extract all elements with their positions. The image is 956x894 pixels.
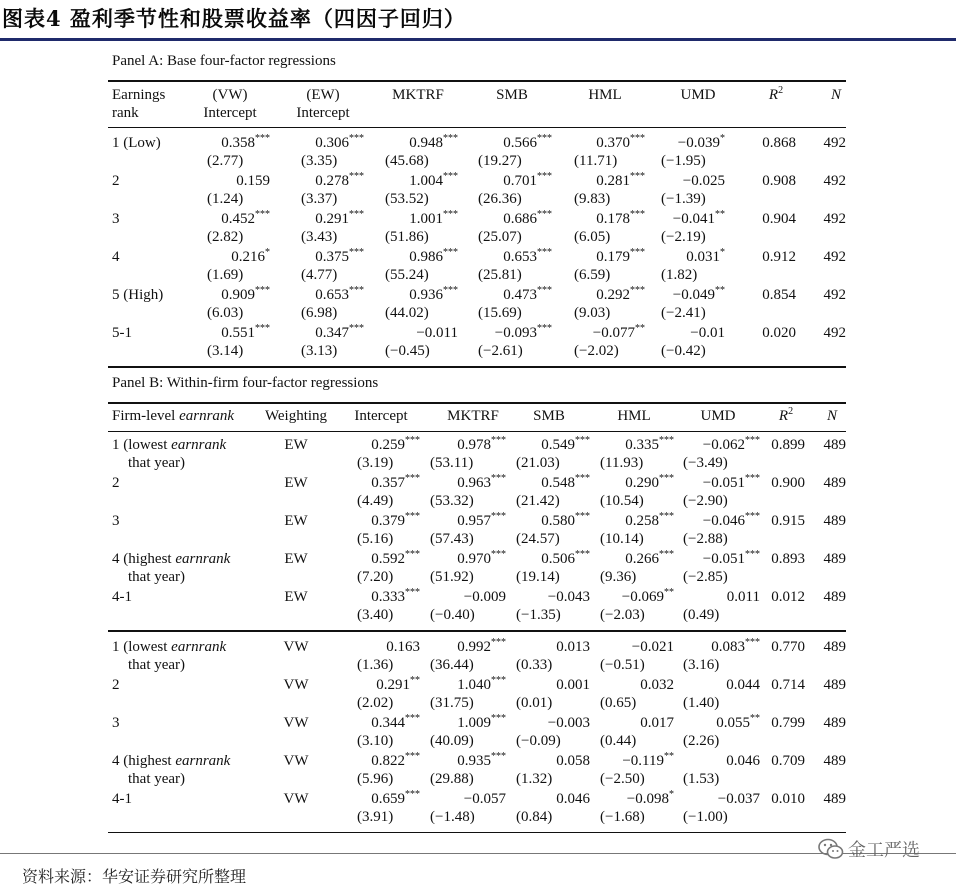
panel-a-row-label: 5 (High)	[112, 287, 164, 303]
panel-b-tstat: (3.19)	[357, 455, 394, 471]
panel-a-coef: 0.936***	[409, 285, 458, 303]
panel-a-tstat: (25.07)	[478, 229, 522, 245]
panel-b-bottom-rule	[108, 832, 846, 833]
panel-b-coef: −0.046***	[702, 511, 760, 529]
panel-a-header-cell: (VW)	[212, 87, 248, 103]
panel-a-coef: −0.011	[416, 325, 458, 341]
panel-a-n: 492	[823, 287, 846, 303]
figure-title: 图表4 盈利季节性和股票收益率（四因子回归）	[2, 6, 466, 31]
panel-b-tstat: (−2.88)	[683, 531, 728, 547]
panel-b-coef: 0.055**	[716, 713, 760, 731]
panel-a-header-cell: rank	[112, 105, 139, 121]
panel-a-coef: 0.653***	[315, 285, 364, 303]
panel-b-weighting: VW	[283, 677, 309, 693]
title-underline	[0, 38, 956, 41]
panel-b-tstat: (29.88)	[430, 771, 474, 787]
panel-b-coef: 0.163	[386, 639, 420, 655]
panel-a-header-cell: (EW)	[306, 87, 340, 103]
panel-b-coef: 1.009***	[457, 713, 506, 731]
source-rule	[0, 853, 956, 854]
panel-b-r2: 0.915	[771, 513, 805, 529]
panel-a-tstat: (44.02)	[385, 305, 429, 321]
panel-b-n: 489	[823, 791, 846, 807]
panel-b-coef: −0.021	[631, 639, 674, 655]
panel-a-coef: 0.306***	[315, 133, 364, 151]
panel-b-tstat: (2.02)	[357, 695, 394, 711]
panel-b-header-cell: MKTRF	[447, 408, 499, 424]
panel-a-coef: 0.281***	[596, 171, 645, 189]
panel-b-coef: −0.043	[547, 589, 590, 605]
panel-b-coef: 0.032	[640, 677, 674, 693]
panel-a-row-label: 3	[112, 211, 120, 227]
panel-b-header-cell: $R^2$	[778, 406, 794, 424]
panel-b-coef: 0.592***	[371, 549, 420, 567]
panel-a-coef: 0.452***	[221, 209, 270, 227]
panel-a-row-label: 2	[112, 173, 120, 189]
panel-b-weighting: VW	[283, 639, 309, 655]
panel-b-weighting: EW	[284, 589, 308, 605]
panel-b-header-rule	[108, 431, 846, 432]
panel-a-tstat: (3.35)	[301, 153, 338, 169]
panel-b-coef: −0.057	[463, 791, 506, 807]
panel-b-tstat: (−1.48)	[430, 809, 475, 825]
panel-b-coef: 0.506***	[541, 549, 590, 567]
panel-a-row-label: 4	[112, 249, 120, 265]
panel-b-top-rule	[108, 402, 846, 404]
panel-a-header-cell: UMD	[680, 87, 716, 103]
panel-a-header-cell: HML	[588, 87, 622, 103]
panel-b-tstat: (21.03)	[516, 455, 560, 471]
wechat-icon	[818, 838, 844, 860]
panel-b-tstat: (57.43)	[430, 531, 474, 547]
panel-a-coef: −0.041**	[672, 209, 725, 227]
source-note: 资料来源：华安证券研究所整理	[22, 867, 247, 886]
panel-b-tstat: (−3.49)	[683, 455, 728, 471]
panel-b-tstat: (0.33)	[516, 657, 553, 673]
panel-b-n: 489	[823, 677, 846, 693]
panel-b-tstat: (21.42)	[516, 493, 560, 509]
panel-a-r2: 0.854	[762, 287, 796, 303]
panel-a-tstat: (4.77)	[301, 267, 338, 283]
panel-b-tstat: (0.84)	[516, 809, 553, 825]
panel-b-tstat: (−0.51)	[600, 657, 645, 673]
panel-b-row-label: that year)	[128, 569, 186, 585]
panel-b-coef: 0.548***	[541, 473, 590, 491]
panel-a-tstat: (55.24)	[385, 267, 429, 283]
panel-a-r2: 0.020	[762, 325, 796, 341]
panel-a-coef: 0.566***	[503, 133, 552, 151]
panel-b-coef: 0.258***	[625, 511, 674, 529]
panel-b-row-label: 1 (lowest earnrank	[112, 437, 227, 453]
panel-a-tstat: (−1.39)	[661, 191, 706, 207]
panel-b-tstat: (5.96)	[357, 771, 394, 787]
panel-a-coef: 0.358***	[221, 133, 270, 151]
panel-a-coef: 0.948***	[409, 133, 458, 151]
panel-b-tstat: (36.44)	[430, 657, 474, 673]
panel-b-coef: 0.659***	[371, 789, 420, 807]
panel-b-coef: 0.963***	[457, 473, 506, 491]
panel-b-tstat: (3.10)	[357, 733, 394, 749]
panel-b-tstat: (−1.00)	[683, 809, 728, 825]
panel-b-coef: −0.098*	[626, 789, 674, 807]
panel-a-r2: 0.912	[762, 249, 796, 265]
panel-a-coef: 0.159	[236, 173, 270, 189]
panel-b-row-label: that year)	[128, 771, 186, 787]
panel-a-tstat: (−0.45)	[385, 343, 430, 359]
panel-b-n: 489	[823, 437, 846, 453]
panel-b-coef: 0.046	[556, 791, 590, 807]
panel-b-tstat: (−2.85)	[683, 569, 728, 585]
panel-a-tstat: (51.86)	[385, 229, 429, 245]
panel-b-coef: 0.957***	[457, 511, 506, 529]
panel-b-coef: −0.051***	[702, 549, 760, 567]
panel-b-coef: 0.978***	[457, 435, 506, 453]
panel-b-coef: 0.992***	[457, 637, 506, 655]
panel-b-n: 489	[823, 551, 846, 567]
panel-b-tstat: (24.57)	[516, 531, 560, 547]
panel-a-header-cell: Intercept	[296, 105, 350, 121]
panel-b-tstat: (10.54)	[600, 493, 644, 509]
panel-b-coef: 0.379***	[371, 511, 420, 529]
panel-a-tstat: (−2.02)	[574, 343, 619, 359]
panel-a-header-cell: SMB	[496, 87, 528, 103]
panel-b-coef: 0.935***	[457, 751, 506, 769]
panel-b-header-cell: Intercept	[354, 408, 408, 424]
panel-a-tstat: (9.03)	[574, 305, 611, 321]
panel-b-tstat: (0.49)	[683, 607, 720, 623]
panel-b-row-label: 2	[112, 475, 120, 491]
panel-a-tstat: (26.36)	[478, 191, 522, 207]
panel-b-tstat: (53.32)	[430, 493, 474, 509]
panel-a-tstat: (−2.61)	[478, 343, 523, 359]
panel-b-coef: −0.119**	[622, 751, 674, 769]
panel-b-r2: 0.770	[771, 639, 805, 655]
panel-a-tstat: (−0.42)	[661, 343, 706, 359]
panel-a-n: 492	[823, 211, 846, 227]
panel-a-coef: 0.701***	[503, 171, 552, 189]
panel-b-tstat: (40.09)	[430, 733, 474, 749]
panel-b-tstat: (11.93)	[600, 455, 644, 471]
panel-b-tstat: (7.20)	[357, 569, 394, 585]
panel-b-tstat: (19.14)	[516, 569, 560, 585]
panel-a-tstat: (15.69)	[478, 305, 522, 321]
panel-b-coef: 0.333***	[371, 587, 420, 605]
panel-b-coef: −0.009	[463, 589, 506, 605]
panel-a-row-label: 1 (Low)	[112, 135, 161, 151]
panel-a-tstat: (3.14)	[207, 343, 244, 359]
panel-a-header-rule	[108, 127, 846, 128]
panel-a-row-label: 5-1	[112, 325, 132, 341]
panel-b-weighting: VW	[283, 715, 309, 731]
panel-b-coef: 0.822***	[371, 751, 420, 769]
panel-a-coef: 0.216*	[231, 247, 270, 265]
panel-b-tstat: (0.44)	[600, 733, 637, 749]
panel-a-coef: 0.375***	[315, 247, 364, 265]
panel-b-row-label: 3	[112, 715, 120, 731]
panel-b-row-label: 1 (lowest earnrank	[112, 639, 227, 655]
panel-b-header-cell: SMB	[533, 408, 565, 424]
panel-a-tstat: (25.81)	[478, 267, 522, 283]
panel-a-r2: 0.908	[762, 173, 796, 189]
panel-b-coef: 0.013	[556, 639, 590, 655]
panel-a-tstat: (1.69)	[207, 267, 244, 283]
panel-b-tstat: (−1.35)	[516, 607, 561, 623]
panel-a-coef: −0.093***	[494, 323, 552, 341]
panel-b-tstat: (−2.50)	[600, 771, 645, 787]
panel-b-r2: 0.709	[771, 753, 805, 769]
panel-b-tstat: (31.75)	[430, 695, 474, 711]
panel-b-coef: 0.335***	[625, 435, 674, 453]
panel-a-tstat: (3.43)	[301, 229, 338, 245]
panel-a-tstat: (6.03)	[207, 305, 244, 321]
panel-b-row-label: 4 (highest earnrank	[112, 753, 231, 769]
panel-b-row-label: 4-1	[112, 589, 132, 605]
panel-b-tstat: (3.40)	[357, 607, 394, 623]
panel-b-r2: 0.893	[771, 551, 805, 567]
panel-b-tstat: (5.16)	[357, 531, 394, 547]
panel-b-coef: 0.291**	[376, 675, 420, 693]
panel-b-coef: 0.357***	[371, 473, 420, 491]
panel-b-tstat: (9.36)	[600, 569, 637, 585]
panel-b-header-cell: UMD	[700, 408, 736, 424]
watermark-text: 金工严选	[848, 840, 920, 861]
panel-b-r2: 0.010	[771, 791, 805, 807]
panel-b-tstat: (0.65)	[600, 695, 637, 711]
panel-a-tstat: (6.05)	[574, 229, 611, 245]
panel-b-tstat: (−0.09)	[516, 733, 561, 749]
panel-a-coef: −0.01	[690, 325, 725, 341]
panel-b-coef: 0.058	[556, 753, 590, 769]
panel-a-tstat: (19.27)	[478, 153, 522, 169]
panel-b-title: Panel B: Within-firm four-factor regressions	[112, 375, 379, 391]
panel-a-tstat: (1.24)	[207, 191, 244, 207]
panel-a-tstat: (9.83)	[574, 191, 611, 207]
panel-a-coef: 0.031*	[686, 247, 725, 265]
panel-b-tstat: (−2.03)	[600, 607, 645, 623]
panel-b-coef: 0.344***	[371, 713, 420, 731]
panel-a-coef: 0.370***	[596, 133, 645, 151]
panel-b-coef: 0.011	[726, 589, 760, 605]
panel-a-tstat: (3.13)	[301, 343, 338, 359]
panel-b-tstat: (51.92)	[430, 569, 474, 585]
panel-b-r2: 0.012	[771, 589, 805, 605]
panel-b-row-label: 4-1	[112, 791, 132, 807]
panel-b-tstat: (3.16)	[683, 657, 720, 673]
panel-b-tstat: (1.53)	[683, 771, 720, 787]
panel-b-coef: 0.083***	[711, 637, 760, 655]
panel-a-tstat: (3.37)	[301, 191, 338, 207]
panel-a-n: 492	[823, 173, 846, 189]
panel-a-coef: 0.909***	[221, 285, 270, 303]
panel-b-tstat: (1.40)	[683, 695, 720, 711]
panel-a-tstat: (53.52)	[385, 191, 429, 207]
panel-a-coef: 0.292***	[596, 285, 645, 303]
panel-b-row-label: that year)	[128, 455, 186, 471]
panel-a-tstat: (2.82)	[207, 229, 244, 245]
panel-a-n: 492	[823, 135, 846, 151]
panel-b-n: 489	[823, 589, 846, 605]
panel-a-header-cell: N	[830, 87, 841, 103]
panel-b-coef: 0.259***	[371, 435, 420, 453]
panel-b-n: 489	[823, 513, 846, 529]
panel-b-row-label: 2	[112, 677, 120, 693]
panel-a-header-cell: Intercept	[203, 105, 257, 121]
panel-b-coef: 0.017	[640, 715, 674, 731]
panel-a-header-cell: MKTRF	[392, 87, 444, 103]
panel-b-coef: −0.051***	[702, 473, 760, 491]
panel-b-coef: 0.290***	[625, 473, 674, 491]
panel-a-coef: 0.178***	[596, 209, 645, 227]
panel-a-tstat: (6.59)	[574, 267, 611, 283]
panel-a-coef: 0.986***	[409, 247, 458, 265]
panel-b-coef: 0.266***	[625, 549, 674, 567]
panel-a-tstat: (−2.19)	[661, 229, 706, 245]
panel-a-coef: 0.179***	[596, 247, 645, 265]
panel-b-tstat: (−2.90)	[683, 493, 728, 509]
panel-b-weighting: EW	[284, 551, 308, 567]
panel-b-r2: 0.899	[771, 437, 805, 453]
panel-b-header-cell: Weighting	[264, 408, 328, 424]
panel-a-coef: 0.551***	[221, 323, 270, 341]
panel-b-tstat: (−0.40)	[430, 607, 475, 623]
panel-b-r2: 0.900	[771, 475, 805, 491]
panel-b-tstat: (10.14)	[600, 531, 644, 547]
panel-a-n: 492	[823, 325, 846, 341]
panel-b-r2: 0.799	[771, 715, 805, 731]
panel-a-coef: 1.004***	[409, 171, 458, 189]
panel-b-tstat: (1.32)	[516, 771, 553, 787]
panel-a-tstat: (6.98)	[301, 305, 338, 321]
panel-a-tstat: (−1.95)	[661, 153, 706, 169]
panel-b-n: 489	[823, 753, 846, 769]
panel-b-weighting: VW	[283, 753, 309, 769]
panel-b-header-cell: HML	[617, 408, 651, 424]
panel-b-row-label: that year)	[128, 657, 186, 673]
panel-a-header-cell: $R^2$	[768, 85, 784, 103]
panel-b-coef: 1.040***	[457, 675, 506, 693]
panel-b-weighting: EW	[284, 437, 308, 453]
panel-b-tstat: (53.11)	[430, 455, 474, 471]
panel-b-coef: 0.046	[726, 753, 760, 769]
panel-a-header-cell: Earnings	[112, 87, 166, 103]
panel-a-coef: −0.049**	[672, 285, 725, 303]
panel-b-weighting: VW	[283, 791, 309, 807]
panel-b-weighting: EW	[284, 475, 308, 491]
watermark	[818, 836, 920, 862]
panel-a-tstat: (45.68)	[385, 153, 429, 169]
panel-a-coef: 0.473***	[503, 285, 552, 303]
panel-b-coef: 0.001	[556, 677, 590, 693]
panel-b-tstat: (0.01)	[516, 695, 553, 711]
panel-b-mid-rule	[108, 630, 846, 632]
panel-b-n: 489	[823, 639, 846, 655]
panel-a-tstat: (11.71)	[574, 153, 618, 169]
panel-a-coef: −0.039*	[677, 133, 725, 151]
panel-b-coef: −0.037	[717, 791, 760, 807]
panel-b-coef: 0.970***	[457, 549, 506, 567]
panel-a-coef: 0.686***	[503, 209, 552, 227]
panel-b-header-cell: Firm-level earnrank	[112, 408, 235, 424]
panel-b-tstat: (1.36)	[357, 657, 394, 673]
panel-a-bottom-rule	[108, 366, 846, 368]
panel-b-n: 489	[823, 715, 846, 731]
panel-b-tstat: (4.49)	[357, 493, 394, 509]
panel-b-tstat: (−1.68)	[600, 809, 645, 825]
panel-b-coef: −0.062***	[702, 435, 760, 453]
panel-a-coef: 0.653***	[503, 247, 552, 265]
panel-b-n: 489	[823, 475, 846, 491]
panel-b-tstat: (2.26)	[683, 733, 720, 749]
panel-b-weighting: EW	[284, 513, 308, 529]
panel-b-coef: 0.549***	[541, 435, 590, 453]
panel-a-coef: 0.347***	[315, 323, 364, 341]
panel-a-n: 492	[823, 249, 846, 265]
panel-b-header-cell: N	[826, 408, 837, 424]
panel-a-coef: 0.291***	[315, 209, 364, 227]
panel-a-coef: −0.077**	[592, 323, 645, 341]
panel-a-tstat: (−2.41)	[661, 305, 706, 321]
panel-a-title: Panel A: Base four-factor regressions	[112, 53, 336, 69]
panel-a-coef: 1.001***	[409, 209, 458, 227]
panel-a-r2: 0.868	[762, 135, 796, 151]
panel-a-coef: −0.025	[682, 173, 725, 189]
panel-a-top-rule	[108, 80, 846, 82]
panel-b-coef: −0.069**	[621, 587, 674, 605]
panel-b-coef: −0.003	[547, 715, 590, 731]
panel-b-row-label: 3	[112, 513, 120, 529]
panel-b-coef: 0.044	[726, 677, 760, 693]
panel-a-tstat: (1.82)	[661, 267, 698, 283]
panel-a-tstat: (2.77)	[207, 153, 244, 169]
panel-a-r2: 0.904	[762, 211, 796, 227]
panel-b-row-label: 4 (highest earnrank	[112, 551, 231, 567]
panel-b-coef: 0.580***	[541, 511, 590, 529]
panel-b-tstat: (3.91)	[357, 809, 394, 825]
panel-b-r2: 0.714	[771, 677, 805, 693]
panel-a-coef: 0.278***	[315, 171, 364, 189]
